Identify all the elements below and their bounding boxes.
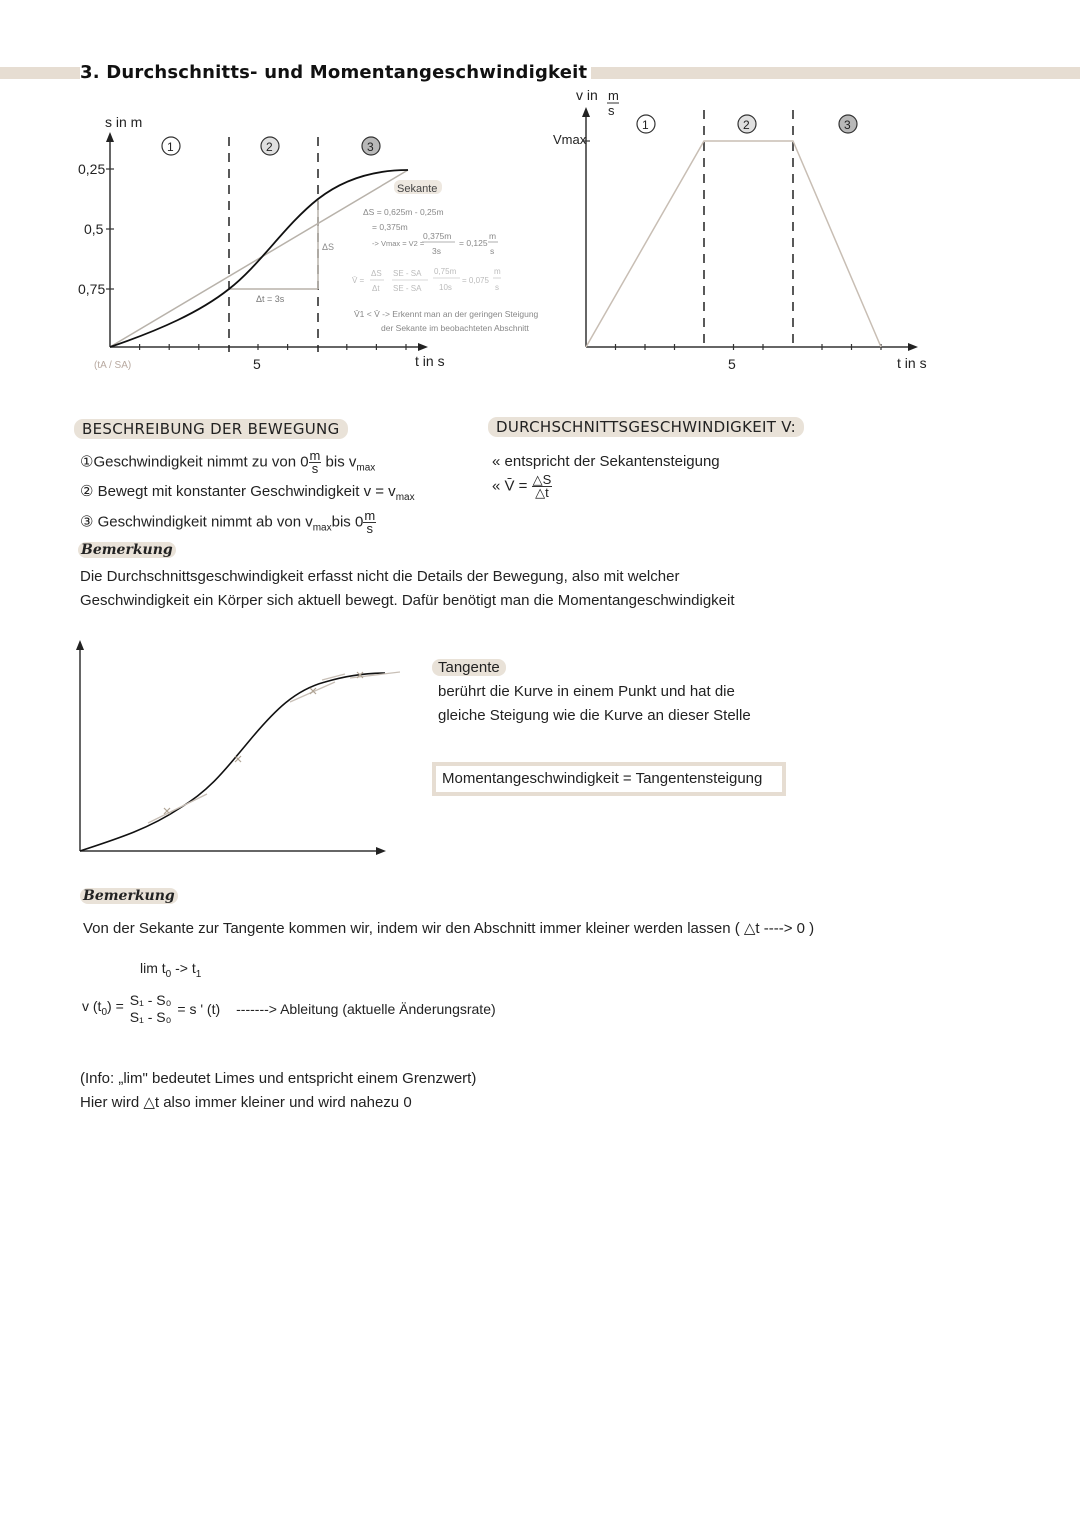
derivative-formula: v $(t_0)$ = S₁ - S₀ S₁ - S₀ = s ' (t) -------> Ableitung (aktuelle Änderungsrate) (82, 992, 496, 1025)
x-axis-arrow-icon (418, 343, 428, 351)
tangente-heading: Tangente (432, 656, 506, 680)
svg-text:ΔS: ΔS (322, 242, 335, 252)
y-axis-arrow-icon (76, 640, 84, 650)
svg-text:V̄1 < V̄ -> Erkennt man an de: V̄1 < V̄ -> Erkennt man an der geringen Steigung (354, 309, 539, 319)
svg-text:0,5: 0,5 (84, 221, 104, 237)
svg-text:V̄ =: V̄ = (352, 276, 365, 285)
svg-text:s: s (490, 246, 495, 256)
page-title: 3. Durchschnitts- und Momentangeschwindigkeit (80, 60, 591, 86)
beschreibung-list (80, 450, 415, 541)
svg-text:0,25: 0,25 (78, 161, 106, 177)
svg-text:m: m (494, 267, 501, 276)
svg-text:v in: v in (576, 87, 598, 103)
number-3-circle-icon: ③ (80, 513, 94, 531)
bemerkung-2-heading: Bemerkung (80, 888, 178, 904)
svg-text:5: 5 (253, 356, 261, 372)
beschreibung-item-1: ①Geschwindigkeit nimmt zu von 0 $\frac{m}{s}$ bis $v_{max}$ (80, 448, 376, 476)
number-2-circle-icon: ② (80, 483, 94, 501)
beschreibung-item-2: ② Bewegt mit konstanter Geschwindigkeit $v = v_{max}$ (80, 483, 415, 504)
svg-text:Δt: Δt (372, 284, 380, 293)
tangent-chart (60, 630, 400, 870)
durchschnitt-heading: DURCHSCHNITTSGESCHWINDIGKEIT V: (488, 418, 804, 436)
x-axis-arrow-icon (908, 343, 918, 351)
sekante-label: Sekante (397, 183, 438, 195)
bemerkung-1-text: Die Durchschnittsgeschwindigkeit erfasst nicht die Details der Bewegung, also mit welcher Geschwindigkeit ein Körper sich aktuell bewegt. Dafür benötigt man die Momentangeschwindigkeit (80, 568, 735, 609)
y-axis-arrow-icon (106, 132, 114, 142)
svg-text:s: s (495, 283, 499, 292)
number-1-circle-icon: ① (80, 453, 94, 471)
svg-text:0,375m: 0,375m (423, 231, 452, 241)
y-axis-arrow-icon (582, 107, 590, 117)
svg-text:s: s (608, 103, 615, 118)
svg-text:0,75: 0,75 (78, 281, 106, 297)
svg-text:1: 1 (642, 118, 649, 132)
beschreibung-item-3: ③ Geschwindigkeit nimmt ab von $v_{max}bis$ 0 $\frac{m}{s}$ (80, 508, 376, 537)
svg-text:SE - SA: SE - SA (393, 284, 422, 293)
s-t-chart (0, 0, 560, 390)
svg-text:3s: 3s (432, 246, 441, 256)
svg-text:3: 3 (844, 118, 851, 132)
svg-text:= 0,375m: = 0,375m (372, 222, 408, 232)
svg-text:1: 1 (167, 140, 174, 154)
tangent-lines (148, 672, 400, 823)
svg-text:SE - SA: SE - SA (393, 269, 422, 278)
svg-text:2: 2 (743, 118, 750, 132)
svg-text:-> Vmax = V2 =: -> Vmax = V2 = (372, 239, 425, 248)
svg-text:m: m (489, 231, 497, 241)
x-axis-arrow-icon (376, 847, 386, 855)
tangent-point-markers (164, 672, 363, 814)
beschreibung-heading: BESCHREIBUNG DER BEWEGUNG (74, 420, 348, 438)
durchschnitt-bullets: « entspricht der Sekantensteigung « V̄ = $\frac{\triangle S}{\triangle t}$ (492, 453, 720, 500)
svg-text:der Sekante im beobachteten Ab: der Sekante im beobachteten Abschnitt (381, 323, 529, 333)
svg-text:m: m (608, 88, 619, 103)
svg-text:Vmax: Vmax (553, 132, 587, 147)
svg-text:2: 2 (266, 140, 273, 154)
v-t-chart (540, 80, 960, 390)
svg-text:3: 3 (367, 140, 374, 154)
svg-text:5: 5 (728, 356, 736, 372)
info-text: (Info: „lim" bedeutet Limes und entspricht einem Grenzwert) Hier wird △t also immer kleiner und wird nahezu 0 (80, 1070, 477, 1111)
svg-text:ΔS = 0,625m - 0,25m: ΔS = 0,625m - 0,25m (363, 207, 444, 217)
svg-text:Δt = 3s: Δt = 3s (256, 294, 285, 304)
svg-text:10s: 10s (439, 283, 452, 292)
origin-label: (tA / SA) (94, 360, 132, 371)
momentangeschwindigkeit-definition-box: Momentangeschwindigkeit = Tangentensteigung (432, 762, 786, 796)
y-axis-label: s in m (105, 114, 143, 130)
bemerkung-2-text: Von der Sekante zur Tangente kommen wir, indem wir den Abschnitt immer kleiner werden lassen ( △t ----> 0 ) (83, 920, 815, 937)
svg-text:0,75m: 0,75m (434, 267, 457, 276)
limit-expression: $\lim t_0 -> t_1$ (140, 960, 202, 980)
bemerkung-1-heading: Bemerkung (78, 542, 176, 558)
svg-text:= 0,075: = 0,075 (462, 276, 489, 285)
svg-text:t in s: t in s (897, 355, 927, 371)
tangente-text: berührt die Kurve in einem Punkt und hat die gleiche Steigung wie die Kurve an dieser Stelle (438, 683, 751, 724)
svg-text:= 0,125: = 0,125 (459, 238, 488, 248)
x-axis-label: t in s (415, 353, 445, 369)
velocity-line (586, 141, 881, 347)
s-curve (80, 673, 385, 851)
svg-text:ΔS: ΔS (371, 269, 382, 278)
